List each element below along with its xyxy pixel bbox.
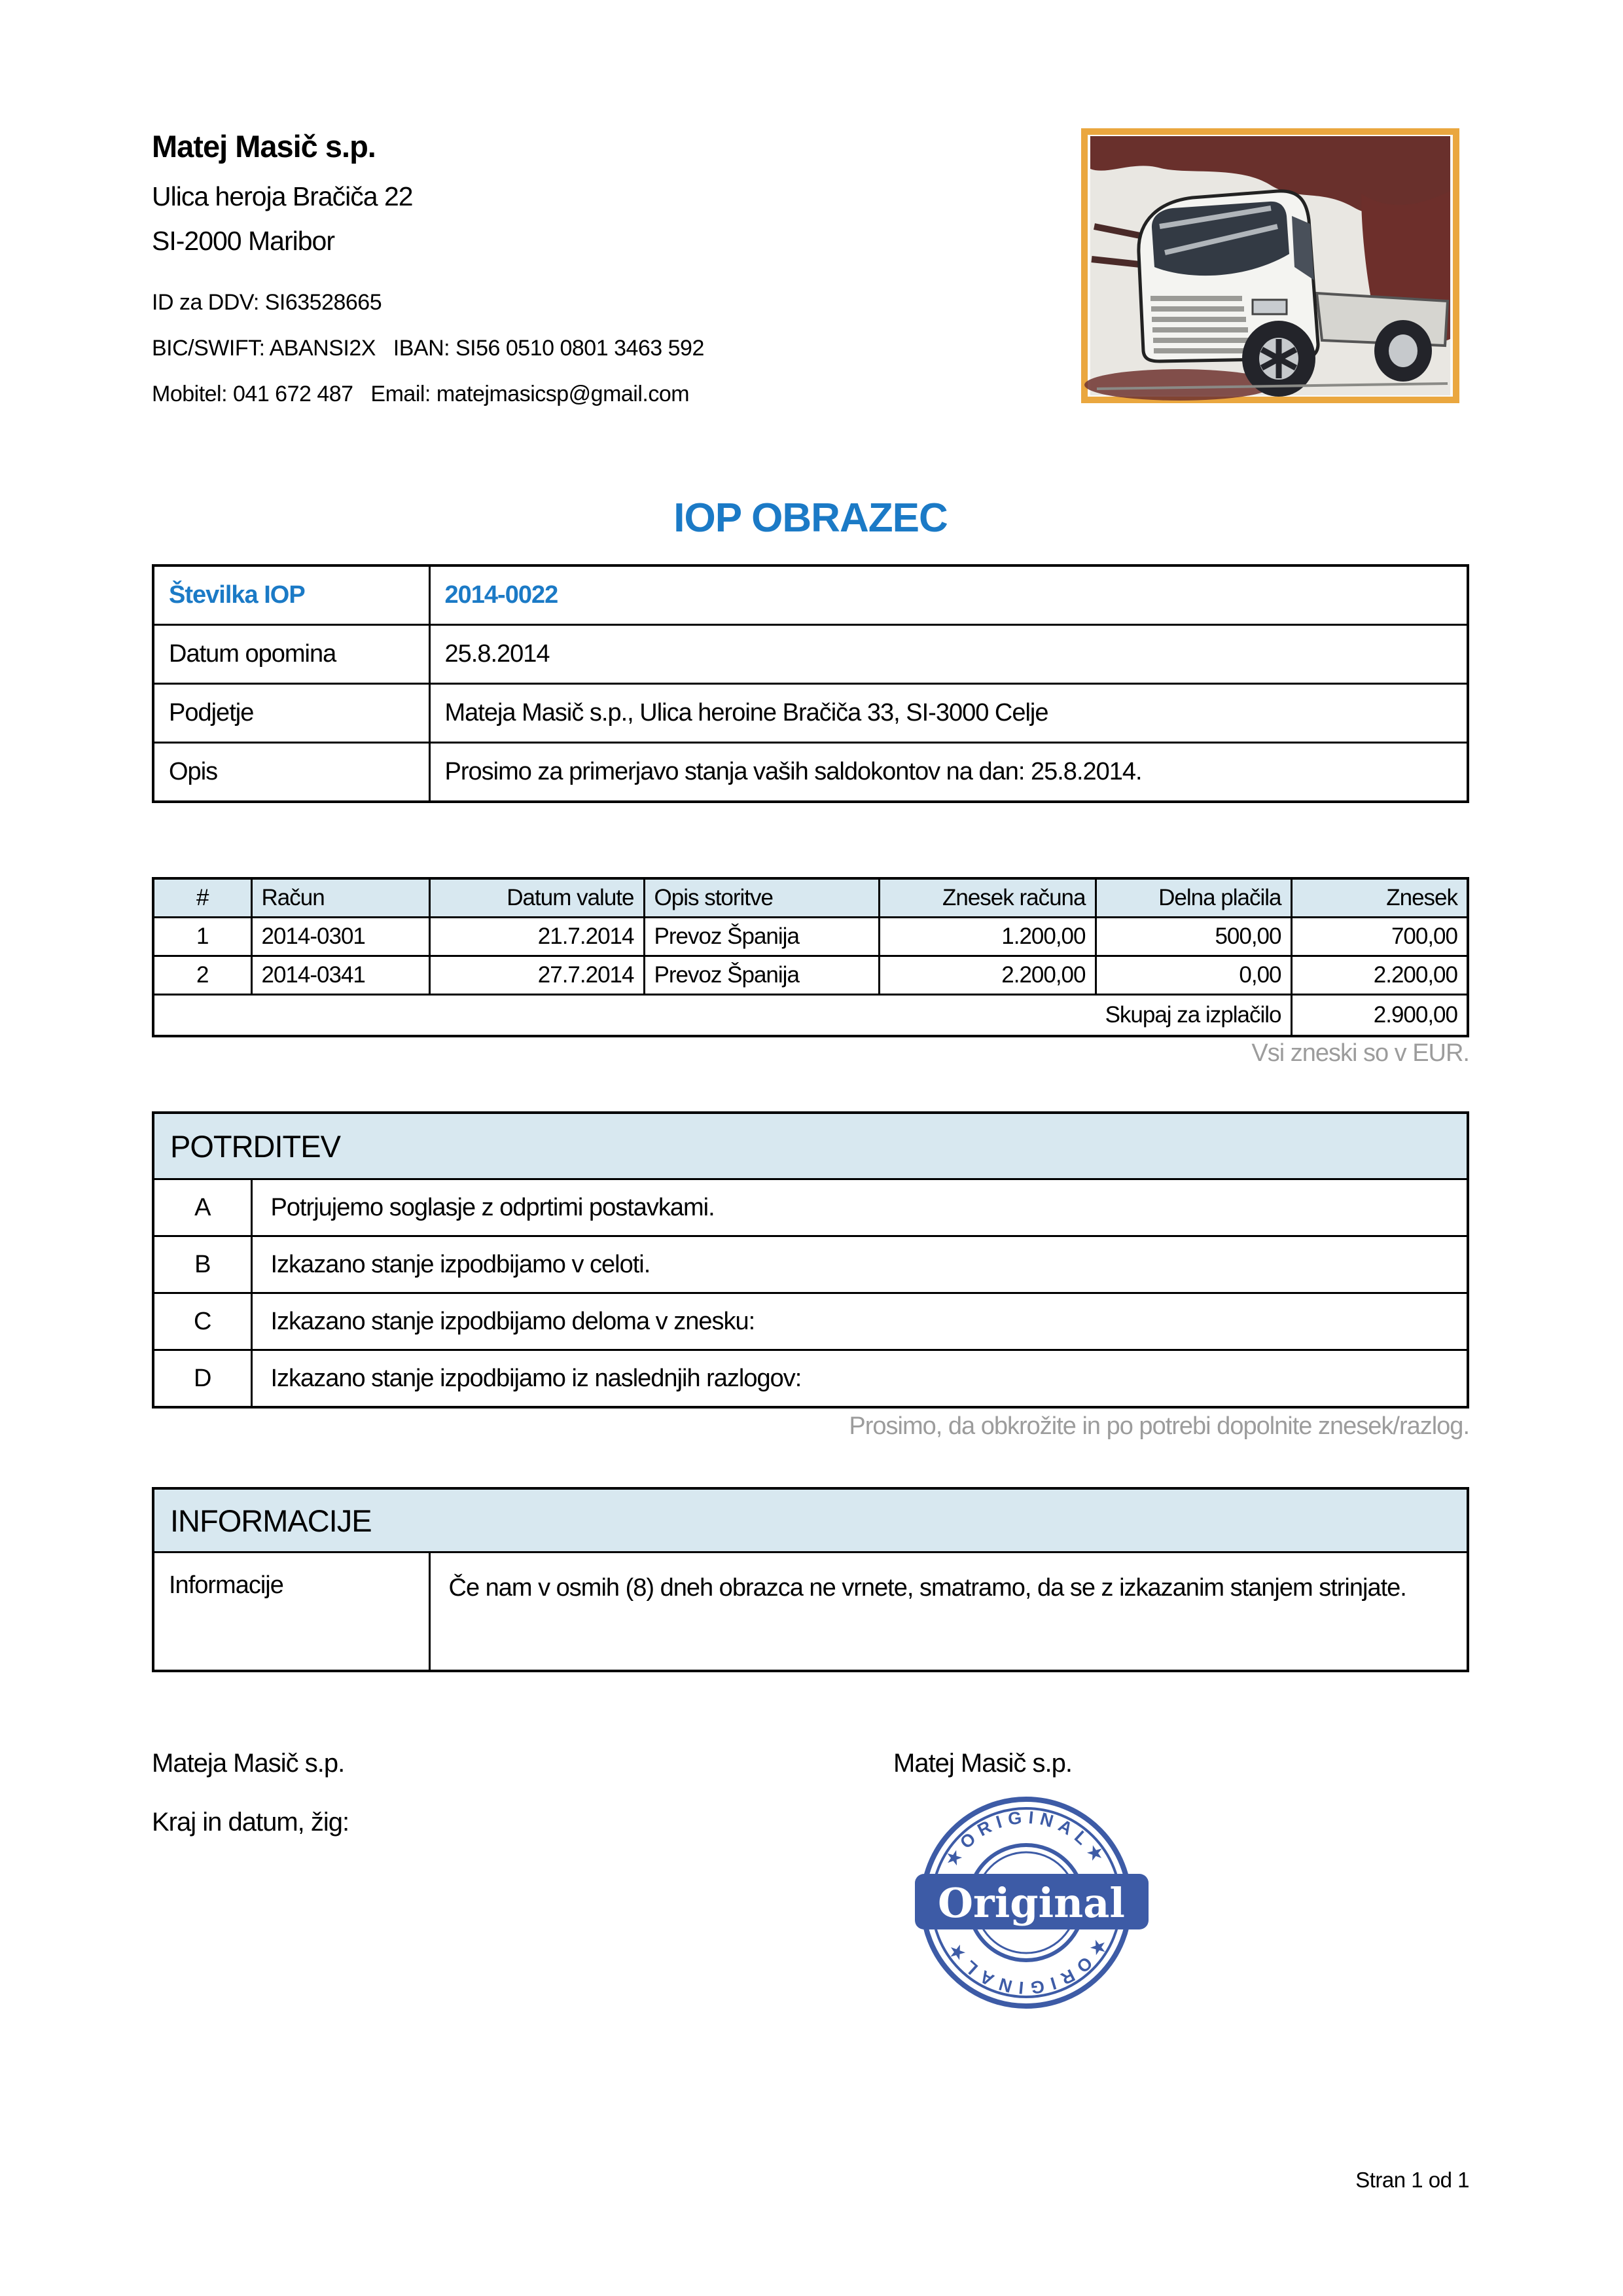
- original-stamp: [907, 1793, 1150, 2016]
- confirmation-header-row: [153, 1113, 1468, 1179]
- table-row: [153, 684, 1468, 743]
- place-date-stamp-label: Kraj in datum, žig:: [152, 1808, 349, 1837]
- truck-sketch-svg: [1081, 128, 1459, 403]
- company-label: Podjetje: [153, 684, 429, 743]
- option-text-a: Potrjujemo soglasje z odprtimi postavkami.: [251, 1179, 1468, 1236]
- information-label: Informacije: [153, 1552, 429, 1672]
- stamp-label-text: Original: [938, 1879, 1125, 1927]
- items-total-row: [153, 995, 1468, 1037]
- company-address-city: SI-2000 Maribor: [152, 226, 334, 256]
- col-header-service: Opis storitve: [644, 878, 879, 918]
- col-header-value-date: Datum valute: [429, 878, 644, 918]
- item-partial-payments: 0,00: [1096, 956, 1291, 995]
- table-row: [153, 743, 1468, 802]
- col-header-amount: Znesek: [1291, 878, 1468, 918]
- confirmation-note: Prosimo, da obkrožite in po potrebi dopolnite znesek/razlog.: [849, 1412, 1469, 1440]
- reminder-date-label: Datum opomina: [153, 625, 429, 684]
- item-service: Prevoz Španija: [644, 956, 879, 995]
- company-value: Mateja Masič s.p., Ulica heroine Bračiča 33, SI-3000 Celje: [429, 684, 1468, 743]
- item-index: 2: [153, 956, 251, 995]
- company-bank-line: BIC/SWIFT: ABANSI2X IBAN: SI56 0510 0801 3463 592: [152, 336, 704, 361]
- item-invoice-amount: 1.200,00: [879, 918, 1096, 956]
- option-key-b: B: [153, 1236, 251, 1293]
- items-table: [152, 877, 1469, 1037]
- company-header: [152, 128, 1003, 427]
- company-vat-line: ID za DDV: SI63528665: [152, 290, 382, 315]
- iop-number-label: Številka IOP: [153, 565, 429, 625]
- headlight: [1253, 300, 1287, 314]
- col-header-partial-payments: Delna plačila: [1096, 878, 1291, 918]
- confirmation-title: POTRDITEV: [153, 1113, 1468, 1179]
- description-label: Opis: [153, 743, 429, 802]
- signature-left-name: Mateja Masič s.p.: [152, 1749, 345, 1778]
- items-header-row: [153, 878, 1468, 918]
- currency-note: Vsi zneski so v EUR.: [1251, 1039, 1469, 1067]
- item-invoice-amount: 2.200,00: [879, 956, 1096, 995]
- option-text-d: Izkazano stanje izpodbijamo iz naslednjih razlogov:: [251, 1350, 1468, 1408]
- information-header-row: [153, 1488, 1468, 1552]
- information-text: Če nam v osmih (8) dneh obrazca ne vrnete, smatramo, da se z izkazanim stanjem strinjate.: [429, 1552, 1468, 1672]
- original-stamp-svg: [907, 1793, 1150, 2016]
- signature-right-name: Matej Masič s.p.: [893, 1749, 1072, 1778]
- option-key-d: D: [153, 1350, 251, 1408]
- col-header-index: #: [153, 878, 251, 918]
- option-text-b: Izkazano stanje izpodbijamo v celoti.: [251, 1236, 1468, 1293]
- table-row: [153, 565, 1468, 625]
- item-amount: 2.200,00: [1291, 956, 1468, 995]
- confirmation-table: [152, 1111, 1469, 1408]
- total-value: 2.900,00: [1291, 995, 1468, 1037]
- item-partial-payments: 500,00: [1096, 918, 1291, 956]
- iop-info-table: [152, 564, 1469, 803]
- table-row: [153, 625, 1468, 684]
- item-service: Prevoz Španija: [644, 918, 879, 956]
- reminder-date-value: 25.8.2014: [429, 625, 1468, 684]
- item-amount: 700,00: [1291, 918, 1468, 956]
- page-title: IOP OBRAZEC: [673, 495, 948, 541]
- table-row: [153, 956, 1468, 995]
- stamp-arc-top-text: ★ORIGINAL★: [941, 1807, 1111, 1870]
- table-row: [153, 918, 1468, 956]
- table-row: [153, 1350, 1468, 1408]
- item-invoice: 2014-0341: [251, 956, 429, 995]
- total-label: Skupaj za izplačilo: [153, 995, 1291, 1037]
- iop-number-value: 2014-0022: [429, 565, 1468, 625]
- col-header-invoice-amount: Znesek računa: [879, 878, 1096, 918]
- table-row: [153, 1293, 1468, 1350]
- company-contact-line: Mobitel: 041 672 487 Email: matejmasicsp@gmail.com: [152, 382, 690, 406]
- company-address-street: Ulica heroja Bračiča 22: [152, 181, 413, 211]
- stamp-arc-bottom-text: ★ORIGINAL★: [941, 1935, 1111, 1998]
- item-invoice: 2014-0301: [251, 918, 429, 956]
- truck-logo-image: [1081, 128, 1459, 403]
- description-value: Prosimo za primerjavo stanja vaših saldokontov na dan: 25.8.2014.: [429, 743, 1468, 802]
- option-key-c: C: [153, 1293, 251, 1350]
- rear-wheel-hub: [1389, 334, 1418, 367]
- company-name: Matej Masič s.p.: [152, 129, 376, 164]
- information-table: [152, 1487, 1469, 1672]
- option-key-a: A: [153, 1179, 251, 1236]
- page-number: Stran 1 od 1: [1355, 2168, 1469, 2192]
- option-text-c: Izkazano stanje izpodbijamo deloma v znesku:: [251, 1293, 1468, 1350]
- col-header-invoice: Račun: [251, 878, 429, 918]
- information-title: INFORMACIJE: [153, 1488, 1468, 1552]
- header-spacer: [152, 270, 1003, 290]
- item-value-date: 21.7.2014: [429, 918, 644, 956]
- table-row: [153, 1236, 1468, 1293]
- item-index: 1: [153, 918, 251, 956]
- item-value-date: 27.7.2014: [429, 956, 644, 995]
- table-row: [153, 1179, 1468, 1236]
- table-row: [153, 1552, 1468, 1672]
